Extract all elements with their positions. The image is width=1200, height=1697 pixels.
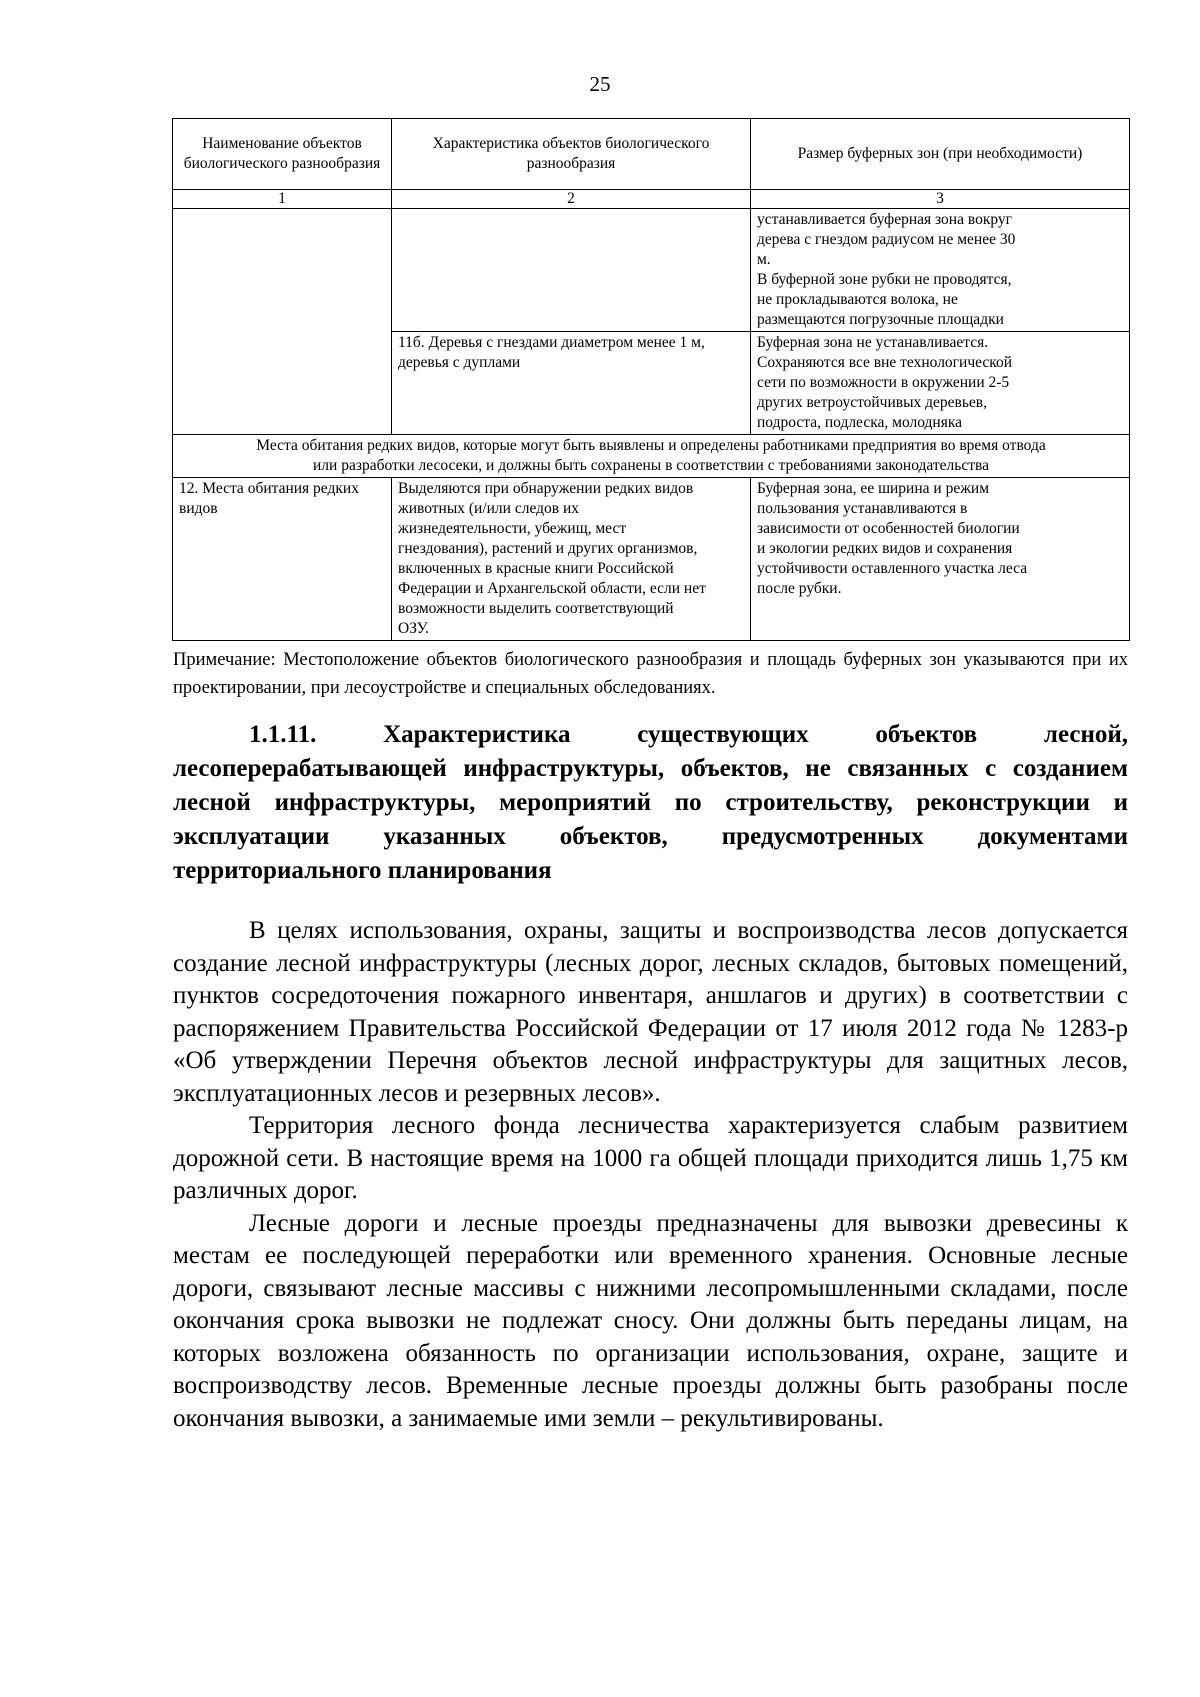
page-number: 25 [589, 72, 611, 96]
table-cell-buffer [751, 478, 1130, 641]
table-header-row [173, 119, 1130, 190]
column-number: 1 [173, 190, 392, 209]
cell-text-line: возможности выделить соответствующий [398, 600, 674, 617]
cell-text-line: В буферной зоне рубки не проводятся, [757, 271, 1012, 288]
cell-text-line: гнездования), растений и других организмов, [398, 540, 698, 557]
paragraph: Лесные дороги и лесные проезды предназначены для вывозки древесины к местам ее последующей переработки или временного хранения. Основные лесные дороги, связывают лесные массивы с нижними лесопромышленными складами, после окончания срока вывозки не подлежат сносу. Они должны быть переданы лицам, на которых возложена обязанность по организации использования, охране, защите и воспроизводству лесов. Временные лесные проезды должны быть разобраны после окончания вывозки, а занимаемые ими земли – рекультивированы. [173, 1209, 1128, 1432]
header-col-name: Наименование объектов биологического разнообразия [173, 119, 392, 190]
table-section-row [173, 435, 1130, 478]
cell-text-line: устойчивости оставленного участка леса [757, 560, 1028, 577]
biodiversity-table [172, 118, 1130, 641]
cell-text-line: сети по возможности в окружении 2-5 [757, 374, 1010, 391]
cell-text-line: подроста, подлеска, молодняка [757, 414, 963, 431]
cell-text-line: Выделяются при обнаружении редких видов [398, 480, 694, 497]
section-text-line: или разработки лесосеки, и должны быть сохранены в соответствии с требованиями законодательства [313, 457, 989, 474]
cell-text-line: м. [757, 251, 771, 268]
cell-text-line: Буферная зона не устанавливается. [757, 334, 989, 351]
cell-text-line: Буферная зона, ее ширина и режим [757, 480, 990, 497]
table-row [173, 478, 1130, 641]
table-cell-buffer [751, 209, 1130, 332]
table-cell-characteristic [392, 332, 751, 435]
body-text [173, 915, 1128, 1435]
cell-text-line: и экологии редких видов и сохранения [757, 540, 1013, 557]
paragraph: В целях использования, охраны, защиты и воспроизводства лесов допускается создание лесной инфраструктуры (лесных дорог, лесных складов, бытовых помещений, пунктов сосредоточения пожарного инвентаря, аншлагов и других) в соответствии с распоряжением Правительства Российской Федерации от 17 июля 2012 года № 1283-р «Об утверждении Перечня объектов лесной инфраструктуры для защитных лесов, эксплуатационных лесов и резервных лесов». [173, 917, 1128, 1107]
cell-text-line: пользования устанавливаются в [757, 500, 968, 517]
column-number-row [173, 190, 1130, 209]
cell-text-line: размещаются погрузочные площадки [757, 311, 1004, 328]
cell-text-line: включенных в красные книги Российской [398, 560, 674, 577]
cell-text-line: животных (и/или следов их [398, 500, 579, 517]
table-note: Примечание: Местоположение объектов биологического разнообразия и площадь буферных зон указываются при их проектировании, при лесоустройстве и специальных обследованиях. [173, 650, 1128, 698]
section-text-line: Места обитания редких видов, которые могут быть выявлены и определены работниками предприятия во время отвода [256, 437, 1046, 454]
cell-text-line: Сохраняются все вне технологической [757, 354, 1013, 371]
column-number: 2 [392, 190, 751, 209]
section-heading-text: 1.1.11. Характеристика существующих объектов лесной, лесоперерабатывающей инфраструктуры, объектов, не связанных с созданием лесной инфраструктуры, мероприятий по строительству, реконструкции и эксплуатации указанных объектов, предусмотренных документами территориального планирования [173, 721, 1128, 884]
table-cell-empty [173, 209, 392, 435]
paragraph: Территория лесного фонда лесничества характеризуется слабым развитием дорожной сети. В настоящие время на 1000 га общей площади приходится лишь 1,75 км различных дорог. [173, 1112, 1128, 1204]
cell-text-line: деревья с дуплами [398, 354, 521, 371]
header-col-buffer: Размер буферных зон (при необходимости) [751, 119, 1130, 190]
table-cell-buffer [751, 332, 1130, 435]
cell-text-line: зависимости от особенностей биологии [757, 520, 1020, 537]
column-number: 3 [751, 190, 1130, 209]
table-cell-empty [392, 209, 751, 332]
cell-text-line: дерева с гнездом радиусом не менее 30 [757, 231, 1016, 248]
cell-text-line: Федерации и Архангельской области, если нет [398, 580, 706, 597]
table-row [173, 209, 1130, 332]
section-heading [173, 718, 1128, 888]
table-cell-name [173, 478, 392, 641]
cell-text-line: после рубки. [757, 580, 842, 597]
cell-text-line: видов [179, 500, 218, 517]
cell-text-line: устанавливается буферная зона вокруг [757, 211, 1013, 228]
table-cell-characteristic [392, 478, 751, 641]
cell-text-line: ОЗУ. [398, 620, 429, 637]
cell-text-line: 12. Места обитания редких [179, 480, 359, 497]
cell-text-line: 11б. Деревья с гнездами диаметром менее 1 м, [398, 334, 705, 351]
cell-text-line: других ветроустойчивых деревьев, [757, 394, 987, 411]
table-section-heading [173, 435, 1130, 478]
cell-text-line: не прокладываются волока, не [757, 291, 958, 308]
header-col-characteristic: Характеристика объектов биологического разнообразия [392, 119, 751, 190]
cell-text-line: жизнедеятельности, убежищ, мест [398, 520, 627, 537]
